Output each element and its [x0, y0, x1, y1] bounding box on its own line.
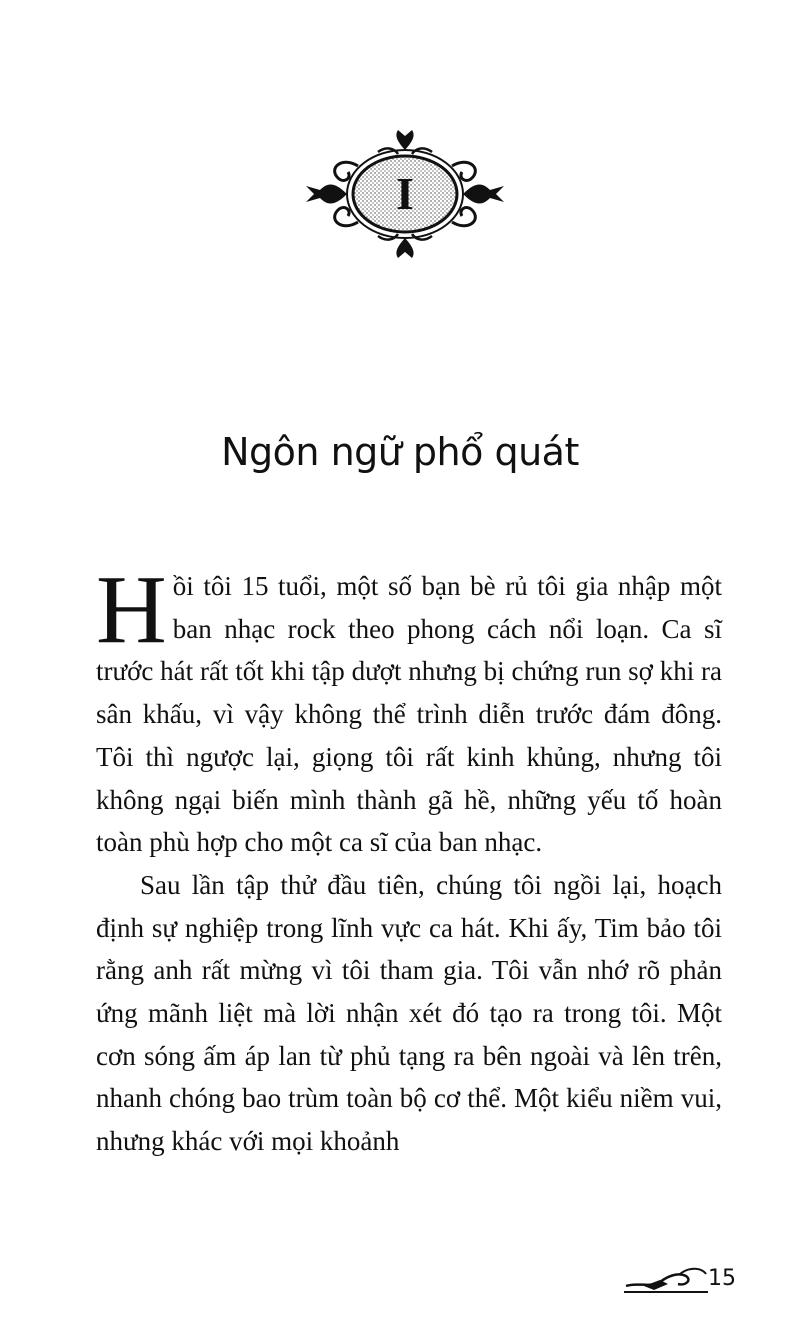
body-text — [96, 556, 722, 1163]
paragraph-2: Sau lần tập thử đầu tiên, chúng tôi ngồi lại, hoạch định sự nghiệp trong lĩnh vực ca hát. Khi ấy, Tim bảo tôi rằng anh rất mừng vì tôi tham gia. Tôi vẫn nhớ rõ phản ứng mãnh liệt mà lời nhận xét đó tạo ra trong tôi. Một cơn sóng ấm áp lan từ phủ tạng ra bên ngoài và lên trên, nhanh chóng bao trùm toàn bộ cơ thể. Một kiểu niềm vui, nhưng khác với mọi khoảnh — [96, 869, 722, 1157]
page-number: 15 — [708, 1266, 736, 1291]
paragraph-1-text: ồi tôi 15 tuổi, một số bạn bè rủ tôi gia nhập một ban nhạc rock theo phong cách nổi loạn. Ca sĩ trước hát rất tốt khi tập dượt nhưng bị chứng run sợ khi ra sân khấu, vì vậy không thể trình diễn trước đám đông. Tôi thì ngược lại, giọng tôi rất kinh khủng, nhưng tôi không ngại biến mình thành gã hề, những yếu tố hoàn toàn phù hợp cho một ca sĩ của ban nhạc. — [96, 571, 722, 858]
paragraph-1 — [96, 556, 722, 864]
chapter-ornament — [298, 128, 512, 258]
flourish-icon — [620, 1262, 710, 1298]
chapter-number: I — [396, 167, 414, 219]
drop-cap: H — [96, 556, 167, 664]
page-footer — [620, 1262, 740, 1302]
chapter-title: Ngôn ngữ phổ quát — [221, 430, 579, 475]
